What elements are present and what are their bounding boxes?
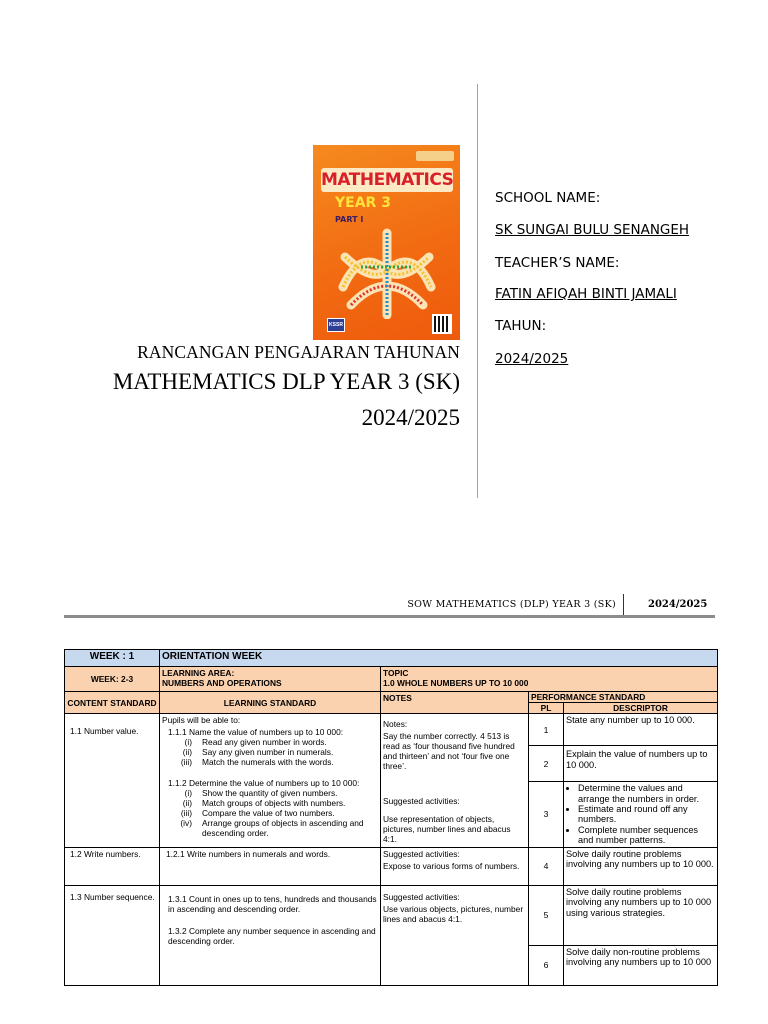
pl-5: 5	[529, 885, 564, 945]
tahun-label: TAHUN:	[495, 318, 547, 334]
page-header-title: SOW MATHEMATICS (DLP) YEAR 3 (SK)	[407, 599, 616, 610]
page-header-rule	[64, 615, 715, 618]
ministry-logo	[416, 151, 454, 161]
suggested-activities-body: Expose to various forms of numbers.	[383, 860, 520, 871]
col-notes: NOTES	[381, 692, 529, 714]
notes-body: Say the number correctly. 4 513 is read as ‘four thousand five hundred and thirteen’ and not ‘four five one three’.	[383, 731, 515, 772]
learning-standard-1-2: 1.2.1 Write numbers in numerals and words.	[160, 847, 381, 885]
school-name: SK SUNGAI BULU SENANGEH	[495, 222, 690, 238]
rpt-label: RANCANGAN PENGAJARAN TAHUNAN	[137, 342, 460, 362]
suggested-activities-label: Suggested activities:	[383, 795, 460, 806]
subject-title: MATHEMATICS DLP YEAR 3 (SK)	[112, 369, 460, 394]
page-header-separator	[623, 594, 624, 616]
orientation-week: ORIENTATION WEEK	[160, 650, 718, 667]
book-year: YEAR 3	[335, 195, 391, 211]
content-standard-1-3: 1.3 Number sequence.	[65, 885, 160, 985]
list-item: (iv) Arrange groups of objects in ascending and descending order.	[180, 817, 364, 838]
descriptor-3	[564, 782, 718, 848]
teacher-name: FATIN AFIQAH BINTI JAMALI	[495, 286, 677, 302]
list-item: (ii) Say any given number in numerals.	[182, 747, 334, 758]
suggested-activities-body: Use various objects, pictures, number lines and abacus 4:1.	[383, 903, 524, 925]
suggested-activities-body: Use representation of objects, pictures, number lines and abacus 4:1.	[383, 813, 511, 844]
col-pl: PL	[529, 703, 564, 714]
teacher-label: TEACHER’S NAME:	[495, 255, 620, 271]
list-item: • Estimate and round off any numbers.	[578, 804, 715, 825]
page-header-year: 2024/2025	[648, 599, 708, 610]
school-label: SCHOOL NAME:	[495, 190, 601, 206]
list-item: (iii) Match the numerals with the words.	[180, 757, 334, 768]
kssr-badge: KSSR	[327, 318, 345, 332]
suggested-activities-label: Suggested activities:	[383, 848, 460, 859]
notes-title: Notes:	[383, 719, 408, 730]
suggested-activities-label: Suggested activities:	[383, 891, 460, 902]
ls-1-3-2: 1.3.2 Complete any number sequence in ascending and descending order.	[168, 926, 376, 947]
column-header-row	[65, 692, 718, 703]
learning-area-value: NUMBERS AND OPERATIONS	[162, 678, 282, 689]
list-item: • Determine the values and arrange the numbers in order.	[578, 783, 715, 804]
notes-1-2	[381, 847, 529, 885]
notes-1-1	[381, 714, 529, 848]
table-row	[65, 714, 718, 746]
topic-value: 1.0 WHOLE NUMBERS UP TO 10 000	[383, 678, 529, 689]
descriptor-4: Solve daily routine problems involving any numbers up to 10 000.	[564, 847, 718, 885]
tahun-value: 2024/2025	[495, 351, 569, 367]
ls-intro: Pupils will be able to:	[162, 715, 241, 726]
content-standard-1-1: 1.1 Number value.	[65, 714, 160, 848]
descriptor-1: State any number up to 10 000.	[564, 714, 718, 746]
list-item: (iii) Compare the value of two numbers.	[180, 807, 335, 818]
learning-area-row	[65, 667, 718, 692]
week-2-3-label: WEEK: 2-3	[65, 667, 160, 692]
topic-label: TOPIC	[383, 668, 409, 678]
bead-pattern-illustration	[331, 227, 443, 319]
cover-divider	[477, 84, 478, 498]
learning-area-cell	[160, 667, 381, 692]
pl-2: 2	[529, 746, 564, 782]
week-1-label: WEEK : 1	[65, 650, 160, 667]
pl-3: 3	[529, 782, 564, 848]
descriptor-6: Solve daily non-routine problems involving any numbers up to 10 000	[564, 945, 718, 985]
descriptor-5: Solve daily routine problems involving any numbers up to 10 000 using various strategies.	[564, 885, 718, 945]
learning-standard-1-1	[160, 714, 381, 848]
col-descriptor: DESCRIPTOR	[564, 703, 718, 714]
ls-1-1-1: 1.1.1 Name the value of numbers up to 10 000:	[168, 727, 344, 738]
table-row	[65, 885, 718, 945]
textbook-cover-image	[313, 145, 460, 340]
list-item: (i) Read any given number in words.	[184, 737, 327, 748]
col-performance-standard: PERFORMANCE STANDARD	[529, 692, 718, 703]
list-item: (i) Show the quantity of given numbers.	[184, 787, 338, 798]
qr-code-icon	[432, 314, 452, 334]
ls-1-3-1: 1.3.1 Count in ones up to tens, hundreds and thousands in ascending and descending order.	[168, 893, 377, 914]
notes-1-3	[381, 885, 529, 985]
book-part: PART I	[335, 215, 364, 224]
col-learning-standard: LEARNING STANDARD	[160, 692, 381, 714]
learning-area-label: LEARNING AREA:	[162, 668, 235, 678]
academic-year: 2024/2025	[361, 405, 460, 430]
pl-6: 6	[529, 945, 564, 985]
table-row	[65, 847, 718, 885]
list-item: • Complete number sequences and number patterns.	[578, 825, 715, 846]
content-standard-1-2: 1.2 Write numbers.	[65, 847, 160, 885]
topic-cell	[381, 667, 718, 692]
week-1-row	[65, 650, 718, 667]
pl-4: 4	[529, 847, 564, 885]
book-title: MATHEMATICS	[321, 170, 454, 190]
ls-1-1-2: 1.1.2 Determine the value of numbers up to 10 000:	[168, 777, 360, 788]
pl-1: 1	[529, 714, 564, 746]
descriptor-2: Explain the value of numbers up to 10 000.	[564, 746, 718, 782]
learning-standard-1-3	[160, 885, 381, 985]
scheme-of-work-table	[64, 649, 718, 986]
list-item: (ii) Match groups of objects with numbers.	[182, 797, 346, 808]
col-content-standard: CONTENT STANDARD	[65, 692, 160, 714]
